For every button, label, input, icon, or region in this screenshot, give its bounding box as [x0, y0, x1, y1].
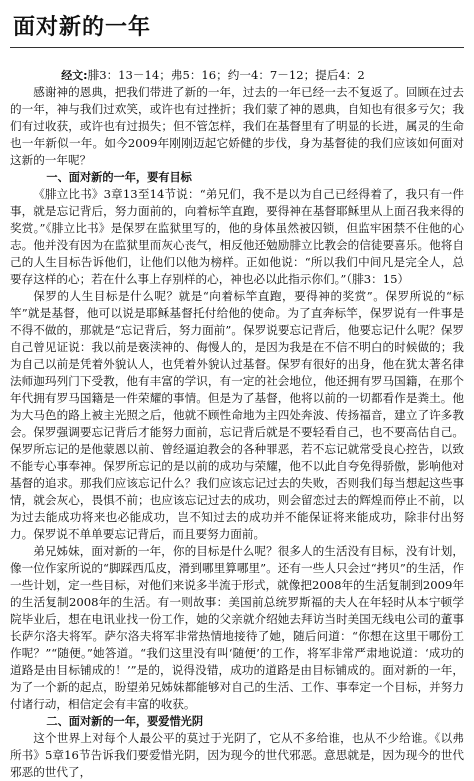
paragraph: 弟兄姊妹，面对新的一年，你的目标是什么呢？很多人的生活没有目标，没有计划，像一位作家所说的“脚踩西瓜皮，滑到哪里算哪里”。还有一些人只会过“拷贝”的生活，作一些计划，定一些目标，对他们来说多半流于形式，就像把2008年的生活复制到2009年的生活复制2008年的生活。有一则故事：美国前总统罗斯福的夫人在年轻时从本宁顿学院毕业后，想在电讯业找一份工作，她的父亲就介绍她去拜访当时美国无线电公司的董事长萨尔洛夫将军。萨尔洛夫将军非常热情地接待了她，随后问道：“你想在这里干哪份工作呢？”“随便。”她答道。“我们这里没有叫‘随便’的工作，将军非常严肃地说道：‘成功的道路是由目标铺成的！’”是的，说得没错，成功的道路是由目标铺成的。面对新的一年，为了一个新的起点，盼望弟兄姊妹都能够对自己的生活、工作、事奉定一个目标，并努力付诸行动，相信定会有丰富的收获。 — [10, 544, 464, 711]
paragraph: 《腓立比书》3章13至14节说：“弟兄们，我不是以为自己已经得着了，我只有一件事，就是忘记背后，努力面前的，向着标竿直跑，要得神在基督耶稣里从上面召我来得的奖赏。”《腓立比书》是保罗在监狱里写的，他的身体虽然被囚锁，但监牢困禁不住他的心志。他并没有因为在监狱里而灰心丧气，相反他还勉励腓立比教会的信徒要喜乐。他将自己的人生目标告诉他们，让他们以他为榜样。正如他说：“所以我们中间凡是完全人，总要存这样的心；若在什么事上存别样的心，神也必以此指示你们。”（腓3：15） — [10, 187, 464, 286]
scripture-label: 经文: — [61, 69, 88, 82]
paragraph: 保罗的人生目标是什么呢？就是“向着标竿直跑，要得神的奖赏”。保罗所说的“标竿”就是基督，他可以说是耶稣基督托付给他的使命。为了直奔标竿，保罗说有一件事是不得不做的，那就是“忘记背后，努力面前”。保罗说要忘记背后，他要忘记什么呢？保罗自己曾见证说：我以前是亵渎神的、侮慢人的，是因为我是在不信不明白的时候做的；我为自己以前是凭着外貌认人，也凭着外貌认过基督。保罗有很好的出身，他在犹太著名律法师迦玛列门下受教，他有丰富的学识，有一定的社会地位，他还拥有罗马国籍，在那个年代拥有罗马国籍是一件荣耀的事情。但是为了基督，他将以前的一切都看作是粪土。他为大马色的路上被主光照之后，他就不顾性命地为主四处奔波、传扬福音，建立了许多教会。保罗强调要忘记背后才能努力面前，忘记背后就是不要轻看自己，也不要高估自己。保罗所忘记的是他蒙恩以前、曾经逼迫教会的各种罪恶，若不忘记就常受良心控告，以致不能专心事奉神。保罗所忘记的是以前的成功与荣耀，他不以此自夸免得骄傲，影响他对基督的追求。那我们应该忘记什么？我们应该忘记过去的失败，否则我们每当想起这些事情，就会灰心，畏惧不前；也应该忘记过去的成功，则会留恋过去的辉煌而停止不前，以为过去能成功将来也必能成功，岂不知过去的成功并不能保证将来能成功，除非付出努力。保罗说不单单要忘记背后，而且要努力面前。 — [10, 289, 464, 541]
scripture-line — [10, 67, 464, 84]
page-title: 面对新的一年 — [13, 15, 152, 40]
title-divider — [10, 47, 464, 48]
paragraph: 感谢神的恩典，把我们带进了新的一年，过去的一年已经一去不复返了。回顾在过去的一年，神与我们过欢笑，或许也有过挫折；我们蒙了神的恩典，自知也有很多亏欠；我们有过收获，或许也有过损失；但不管怎样，我们在基督里有了明显的长进，属灵的生命也一年新似一年。如今2009年刚刚迈起它娇健的步伐，身为基督徒的我们应该如何面对这新的一年呢？ — [10, 85, 464, 167]
scripture-refs: 腓3：13－14；弗5：16；约一4：7－12；提后4：2 — [87, 68, 365, 82]
section-heading: 二、面对新的一年，要爱惜光阴 — [46, 715, 204, 728]
paragraph: 这个世界上对每个人最公平的莫过于光阴了，它从不多给谁，也从不少给谁。《以弗所书》5章16节告诉我们要爱惜光阴，因为现今的世代邪恶。意思就是，因为现今的世代邪恶的世代了， — [10, 731, 464, 779]
section-heading: 一、面对新的一年，要有目标 — [46, 171, 192, 184]
document-body — [10, 67, 464, 781]
